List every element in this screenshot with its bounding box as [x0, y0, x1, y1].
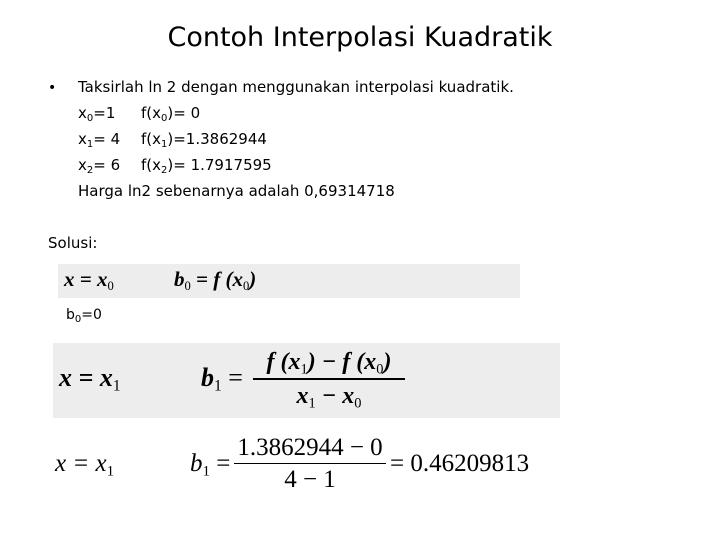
bullet-marker: •: [48, 80, 57, 96]
equation-b1-fraction: [253, 346, 405, 412]
b0-result: $b_0=0$: [66, 307, 102, 325]
slide-title: Contoh Interpolasi Kuadratik: [167, 22, 553, 53]
fraction-denominator: 4 − 1: [234, 463, 386, 495]
given-f: $f(x_2)= 1.7917595$: [141, 156, 272, 176]
equation-b1-numeric-fraction: [234, 432, 386, 495]
equation-x-equals-x1: $x = x_1$: [59, 363, 121, 395]
given-row-2: [78, 155, 378, 175]
fraction-numerator: 1.3862944 − 0: [237, 434, 383, 461]
given-x: $x_0=1$: [78, 104, 116, 124]
given-x: $x_2= 6$: [78, 156, 121, 176]
equation-b1-lhs: $b_1$ =: [201, 363, 243, 395]
equation-x-equals-x0: $x = x_0$: [64, 267, 114, 293]
equation-b0-box: [58, 264, 520, 298]
solution-label: Solusi:: [48, 234, 98, 252]
given-f: $f(x_0)= 0$: [141, 104, 201, 124]
equation-b1-numeric-result: = 0.46209813: [390, 450, 530, 477]
equation-x-equals-x1-numeric: $x = x_1$: [55, 450, 115, 480]
equation-b0-definition: $b_0 = f$ $(x_0)$: [174, 267, 257, 293]
true-value-text: Harga ln2 sebenarnya adalah 0,69314718: [78, 182, 395, 200]
fraction-numerator: f $(x_1) - f$ $(x_0)$: [266, 349, 392, 378]
fraction-denominator: $x_1 - x_0$: [253, 378, 405, 412]
equation-b1-numeric-lhs: $b_1$ =: [190, 450, 231, 480]
problem-intro: Taksirlah ln 2 dengan menggunakan interpolasi kuadratik.: [78, 78, 514, 96]
given-row-0: [78, 103, 378, 123]
given-f: $f(x_1)=1.3862944$: [141, 130, 267, 150]
given-x: $x_1= 4$: [78, 130, 121, 150]
equation-b1-formula-box: [53, 343, 560, 418]
given-row-1: [78, 129, 378, 149]
